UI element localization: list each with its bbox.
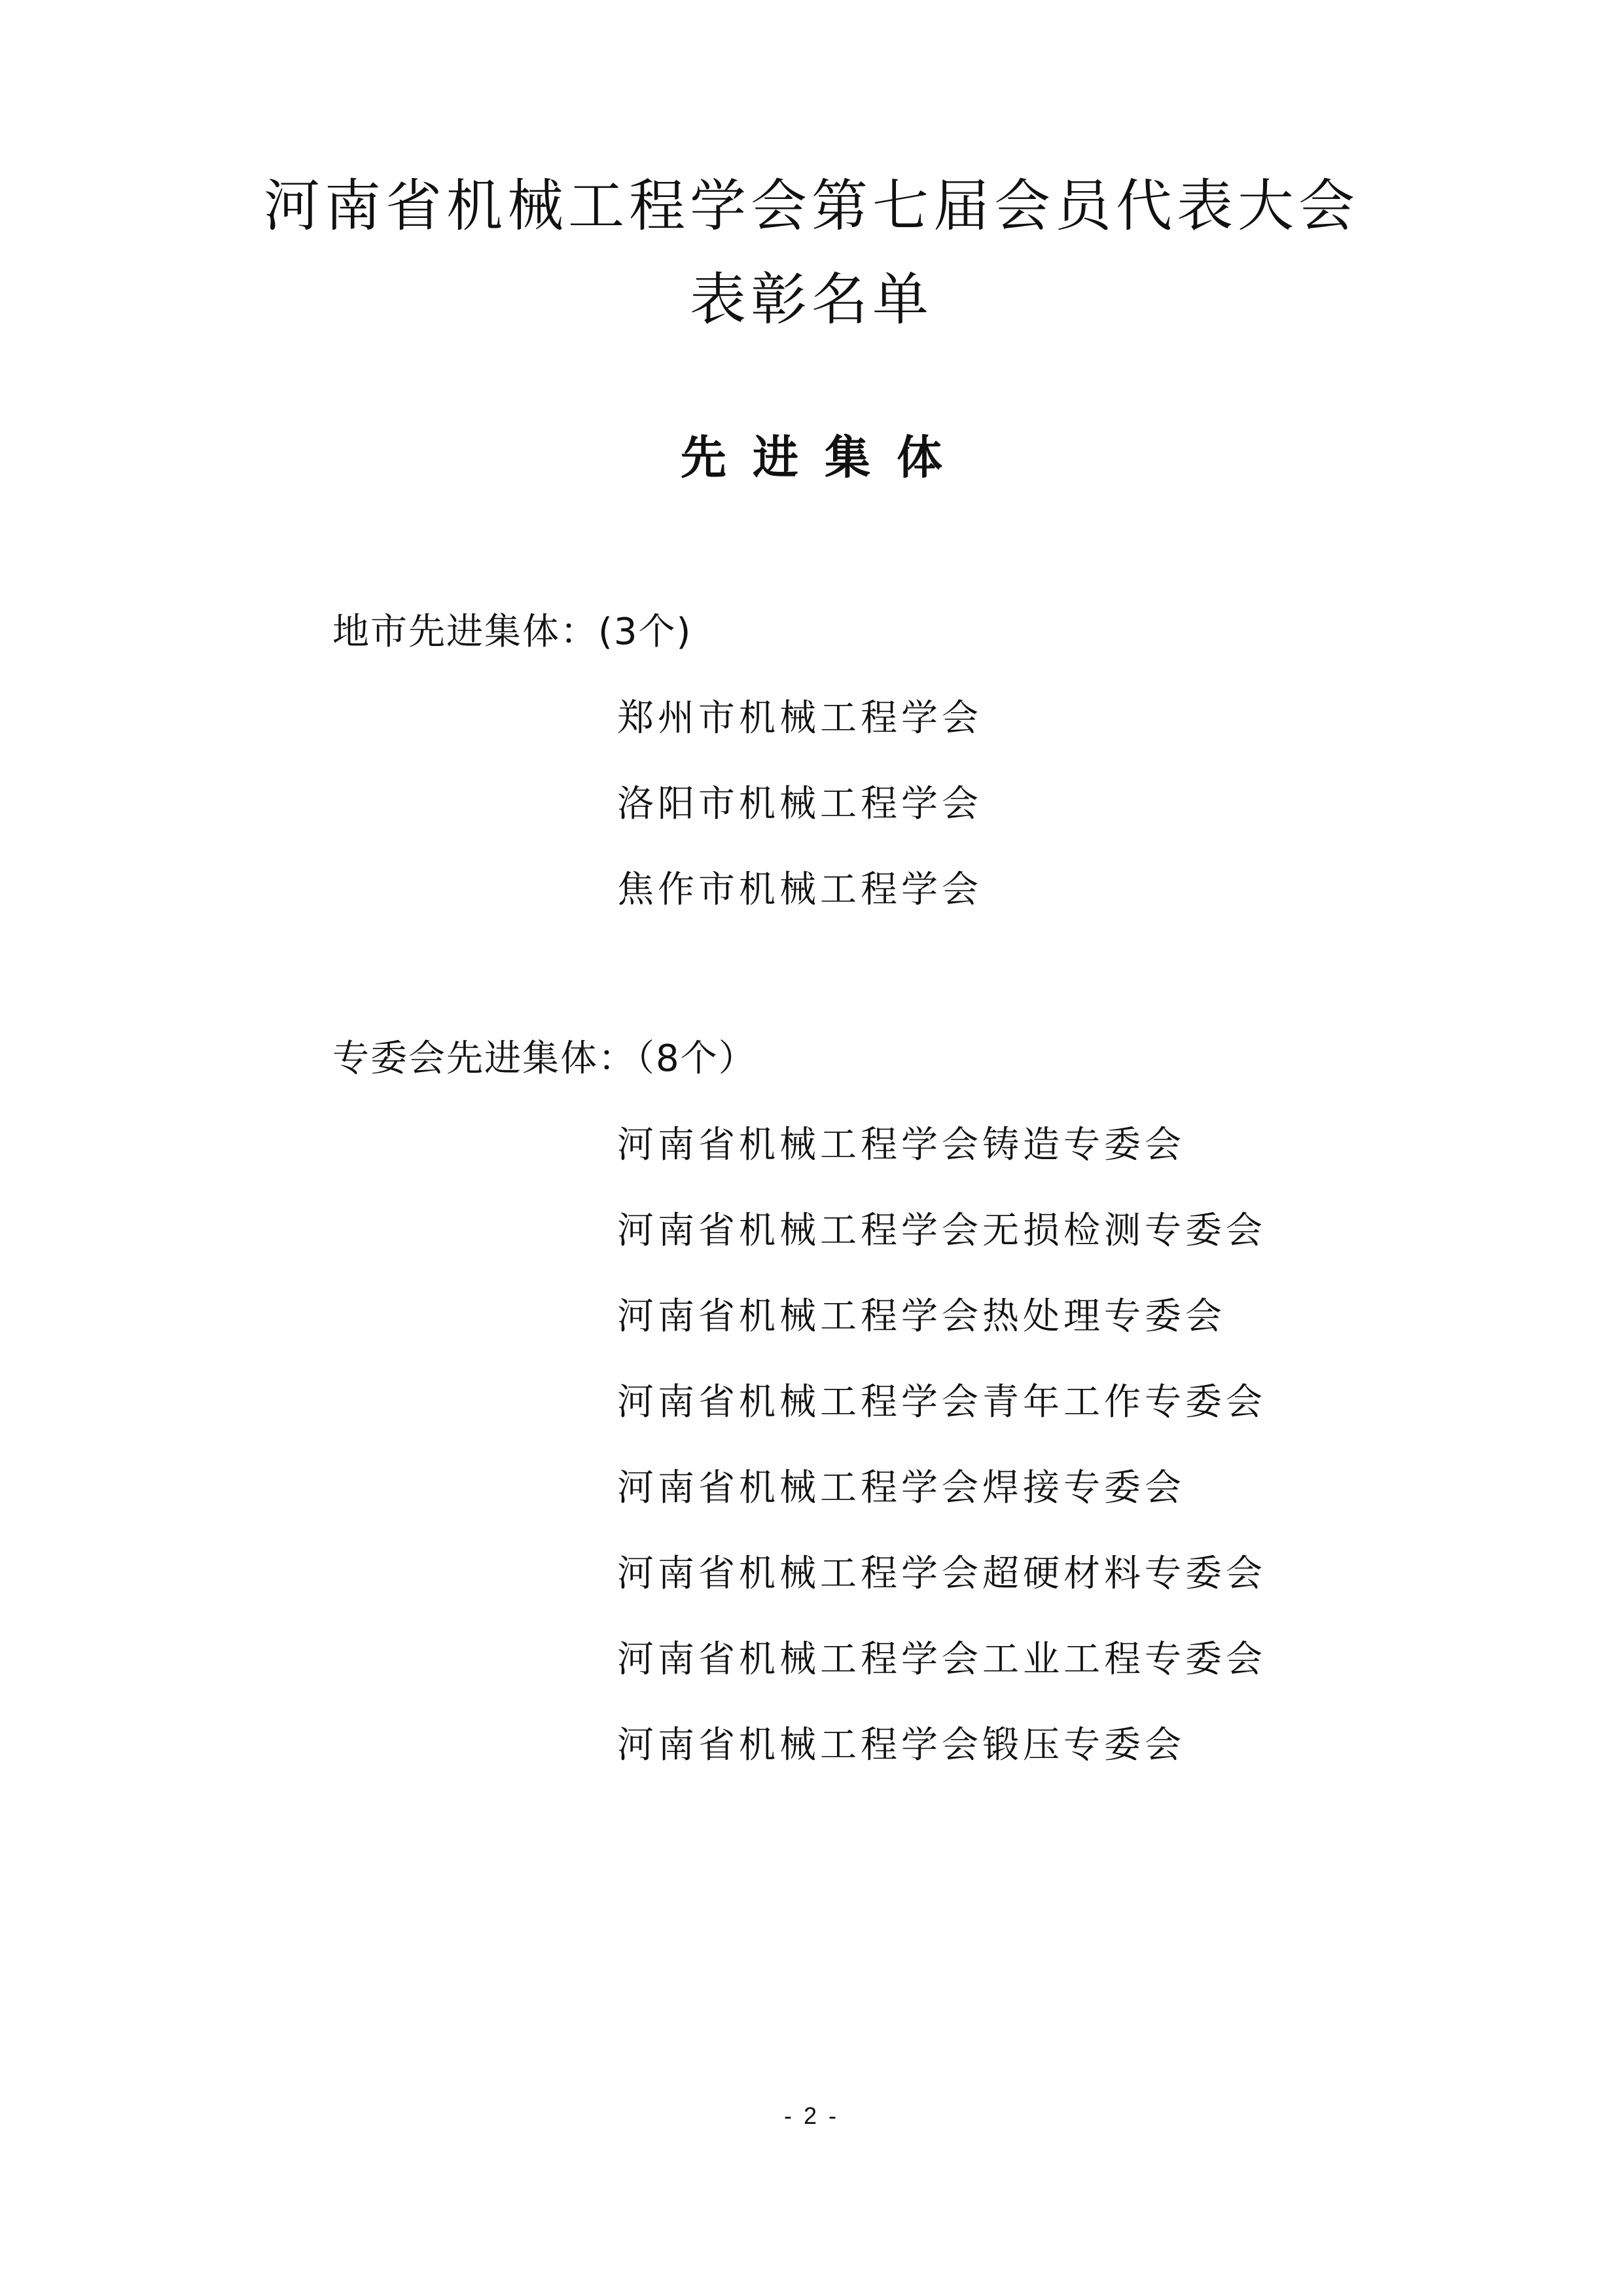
list-item: 焦作市机械工程学会 (617, 869, 982, 911)
list-item: 河南省机械工程学会锻压专委会 (617, 1724, 1185, 1767)
group-label-committee: 专委会先进集体：（8个） (332, 1037, 757, 1080)
list-item: 河南省机械工程学会青年工作专委会 (617, 1381, 1266, 1424)
document-title-line-2: 表彰名单 (690, 267, 933, 332)
list-item: 河南省机械工程学会热处理专委会 (617, 1295, 1226, 1338)
list-item: 郑州市机械工程学会 (617, 697, 982, 740)
list-item: 河南省机械工程学会工业工程专委会 (617, 1638, 1266, 1681)
list-item: 河南省机械工程学会超硬材料专委会 (617, 1552, 1266, 1595)
list-item: 洛阳市机械工程学会 (617, 783, 982, 825)
list-item: 河南省机械工程学会铸造专委会 (617, 1124, 1185, 1166)
document-title-line-1: 河南省机械工程学会第七届会员代表大会 (264, 173, 1359, 239)
group-label-city: 地市先进集体：(3个) (332, 611, 692, 653)
section-heading: 先进集体 (681, 431, 969, 484)
page-number: - 2 - (783, 2102, 839, 2129)
list-item: 河南省机械工程学会焊接专委会 (617, 1467, 1185, 1509)
list-item: 河南省机械工程学会无损检测专委会 (617, 1210, 1266, 1252)
